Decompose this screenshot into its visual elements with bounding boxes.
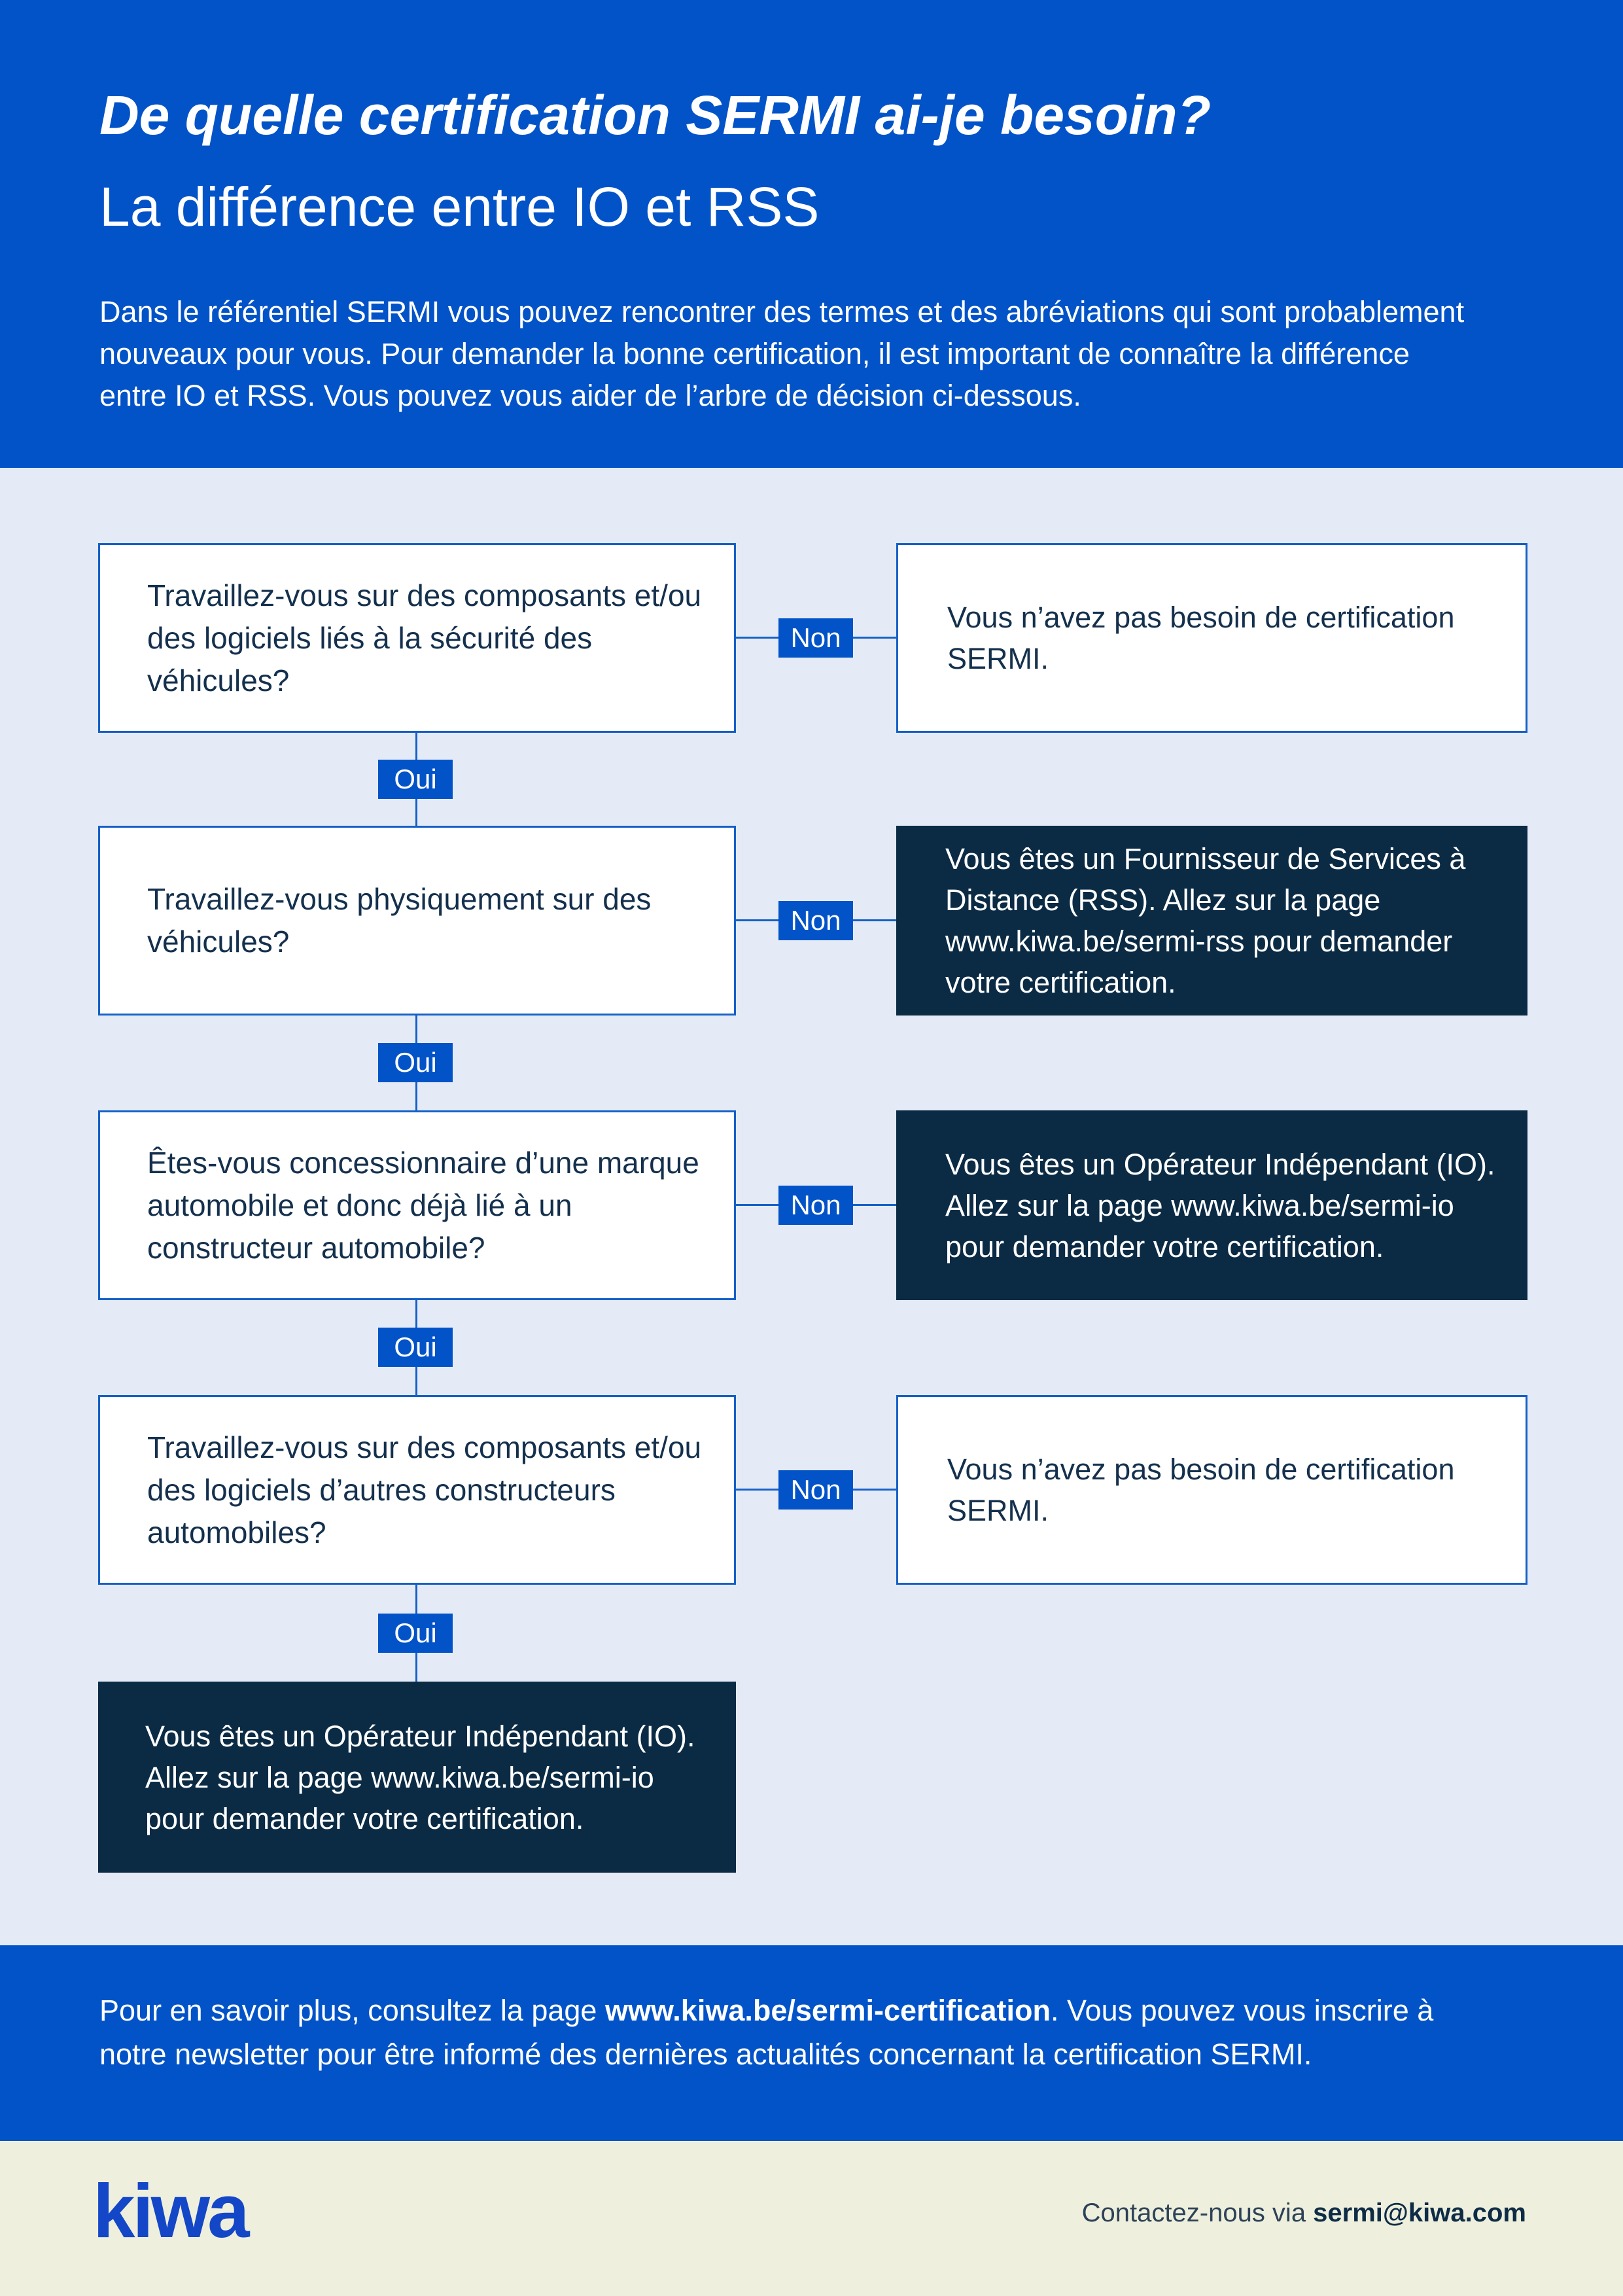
contact-text: [1082, 2199, 1526, 2228]
no-tag-3: Non: [778, 1186, 853, 1225]
no-tag-2: Non: [778, 901, 853, 940]
page-header: [0, 0, 1623, 468]
contact-prefix: Contactez-nous via: [1081, 2199, 1314, 2227]
question-text: Travaillez-vous physiquement sur des véhicules?: [147, 882, 652, 959]
question-text: Travaillez-vous sur des composants et/ou des logiciels d’autres constructeurs automobiles?: [147, 1430, 702, 1549]
info-band-text-after: . Vous pouvez vous inscrire à notre newsletter pour être informé des dernières actualités concernant la certification SERMI.: [99, 1994, 1434, 2071]
kiwa-logo: kiwa: [93, 2168, 247, 2253]
question-text: Êtes-vous concessionnaire d’une marque automobile et donc déjà lié à un constructeur automobile?: [147, 1145, 699, 1265]
final-answer-box: [98, 1682, 736, 1873]
answer-box-2: [896, 826, 1527, 1016]
answer-text: Vous n’avez pas besoin de certification SERMI.: [947, 1453, 1455, 1527]
yes-tag-4: Oui: [378, 1614, 453, 1653]
sermi-certification-url: www.kiwa.be/sermi-certification: [604, 1994, 1051, 2027]
yes-tag-1: Oui: [378, 760, 453, 799]
answer-box-1: [896, 543, 1527, 733]
yes-tag-3: Oui: [378, 1328, 453, 1367]
answer-text: Vous êtes un Opérateur Indépendant (IO). Allez sur la page www.kiwa.be/sermi-io pour demander votre certification.: [945, 1147, 1495, 1263]
answer-text: Vous n’avez pas besoin de certification SERMI.: [947, 601, 1455, 675]
intro-paragraph: Dans le référentiel SERMI vous pouvez rencontrer des termes et des abréviations qui sont probablement nouveaux pour vous. Pour demander la bonne certification, il est important de connaître la différence entre IO et RSS. Vous pouvez vous aider de l’arbre de décision ci-dessous.: [99, 295, 1465, 412]
answer-box-4: [896, 1395, 1527, 1585]
question-text: Travaillez-vous sur des composants et/ou des logiciels liés à la sécurité des véhicules?: [147, 578, 702, 698]
question-box-3: [98, 1110, 736, 1300]
page-subtitle: La différence entre IO et RSS: [99, 176, 820, 238]
page-title: De quelle certification SERMI ai-je besoin?: [99, 84, 1212, 146]
info-band-text: [99, 1988, 1467, 2076]
no-tag-4: Non: [778, 1470, 853, 1510]
question-box-1: [98, 543, 736, 733]
question-box-4: [98, 1395, 736, 1585]
no-tag-1: Non: [778, 618, 853, 658]
final-answer-text: Vous êtes un Opérateur Indépendant (IO). Allez sur la page www.kiwa.be/sermi-io pour demander votre certification.: [145, 1719, 695, 1835]
info-band-text-before: Pour en savoir plus, consultez la page: [99, 1994, 605, 2027]
question-box-2: [98, 826, 736, 1016]
info-band: [0, 1945, 1623, 2141]
answer-box-3: [896, 1110, 1527, 1300]
page-footer: [0, 2141, 1623, 2296]
answer-text: Vous êtes un Fournisseur de Services à Distance (RSS). Allez sur la page www.kiwa.be/sermi-rss pour demander votre certification.: [945, 842, 1466, 999]
yes-tag-2: Oui: [378, 1043, 453, 1082]
contact-email: sermi@kiwa.com: [1313, 2199, 1526, 2227]
